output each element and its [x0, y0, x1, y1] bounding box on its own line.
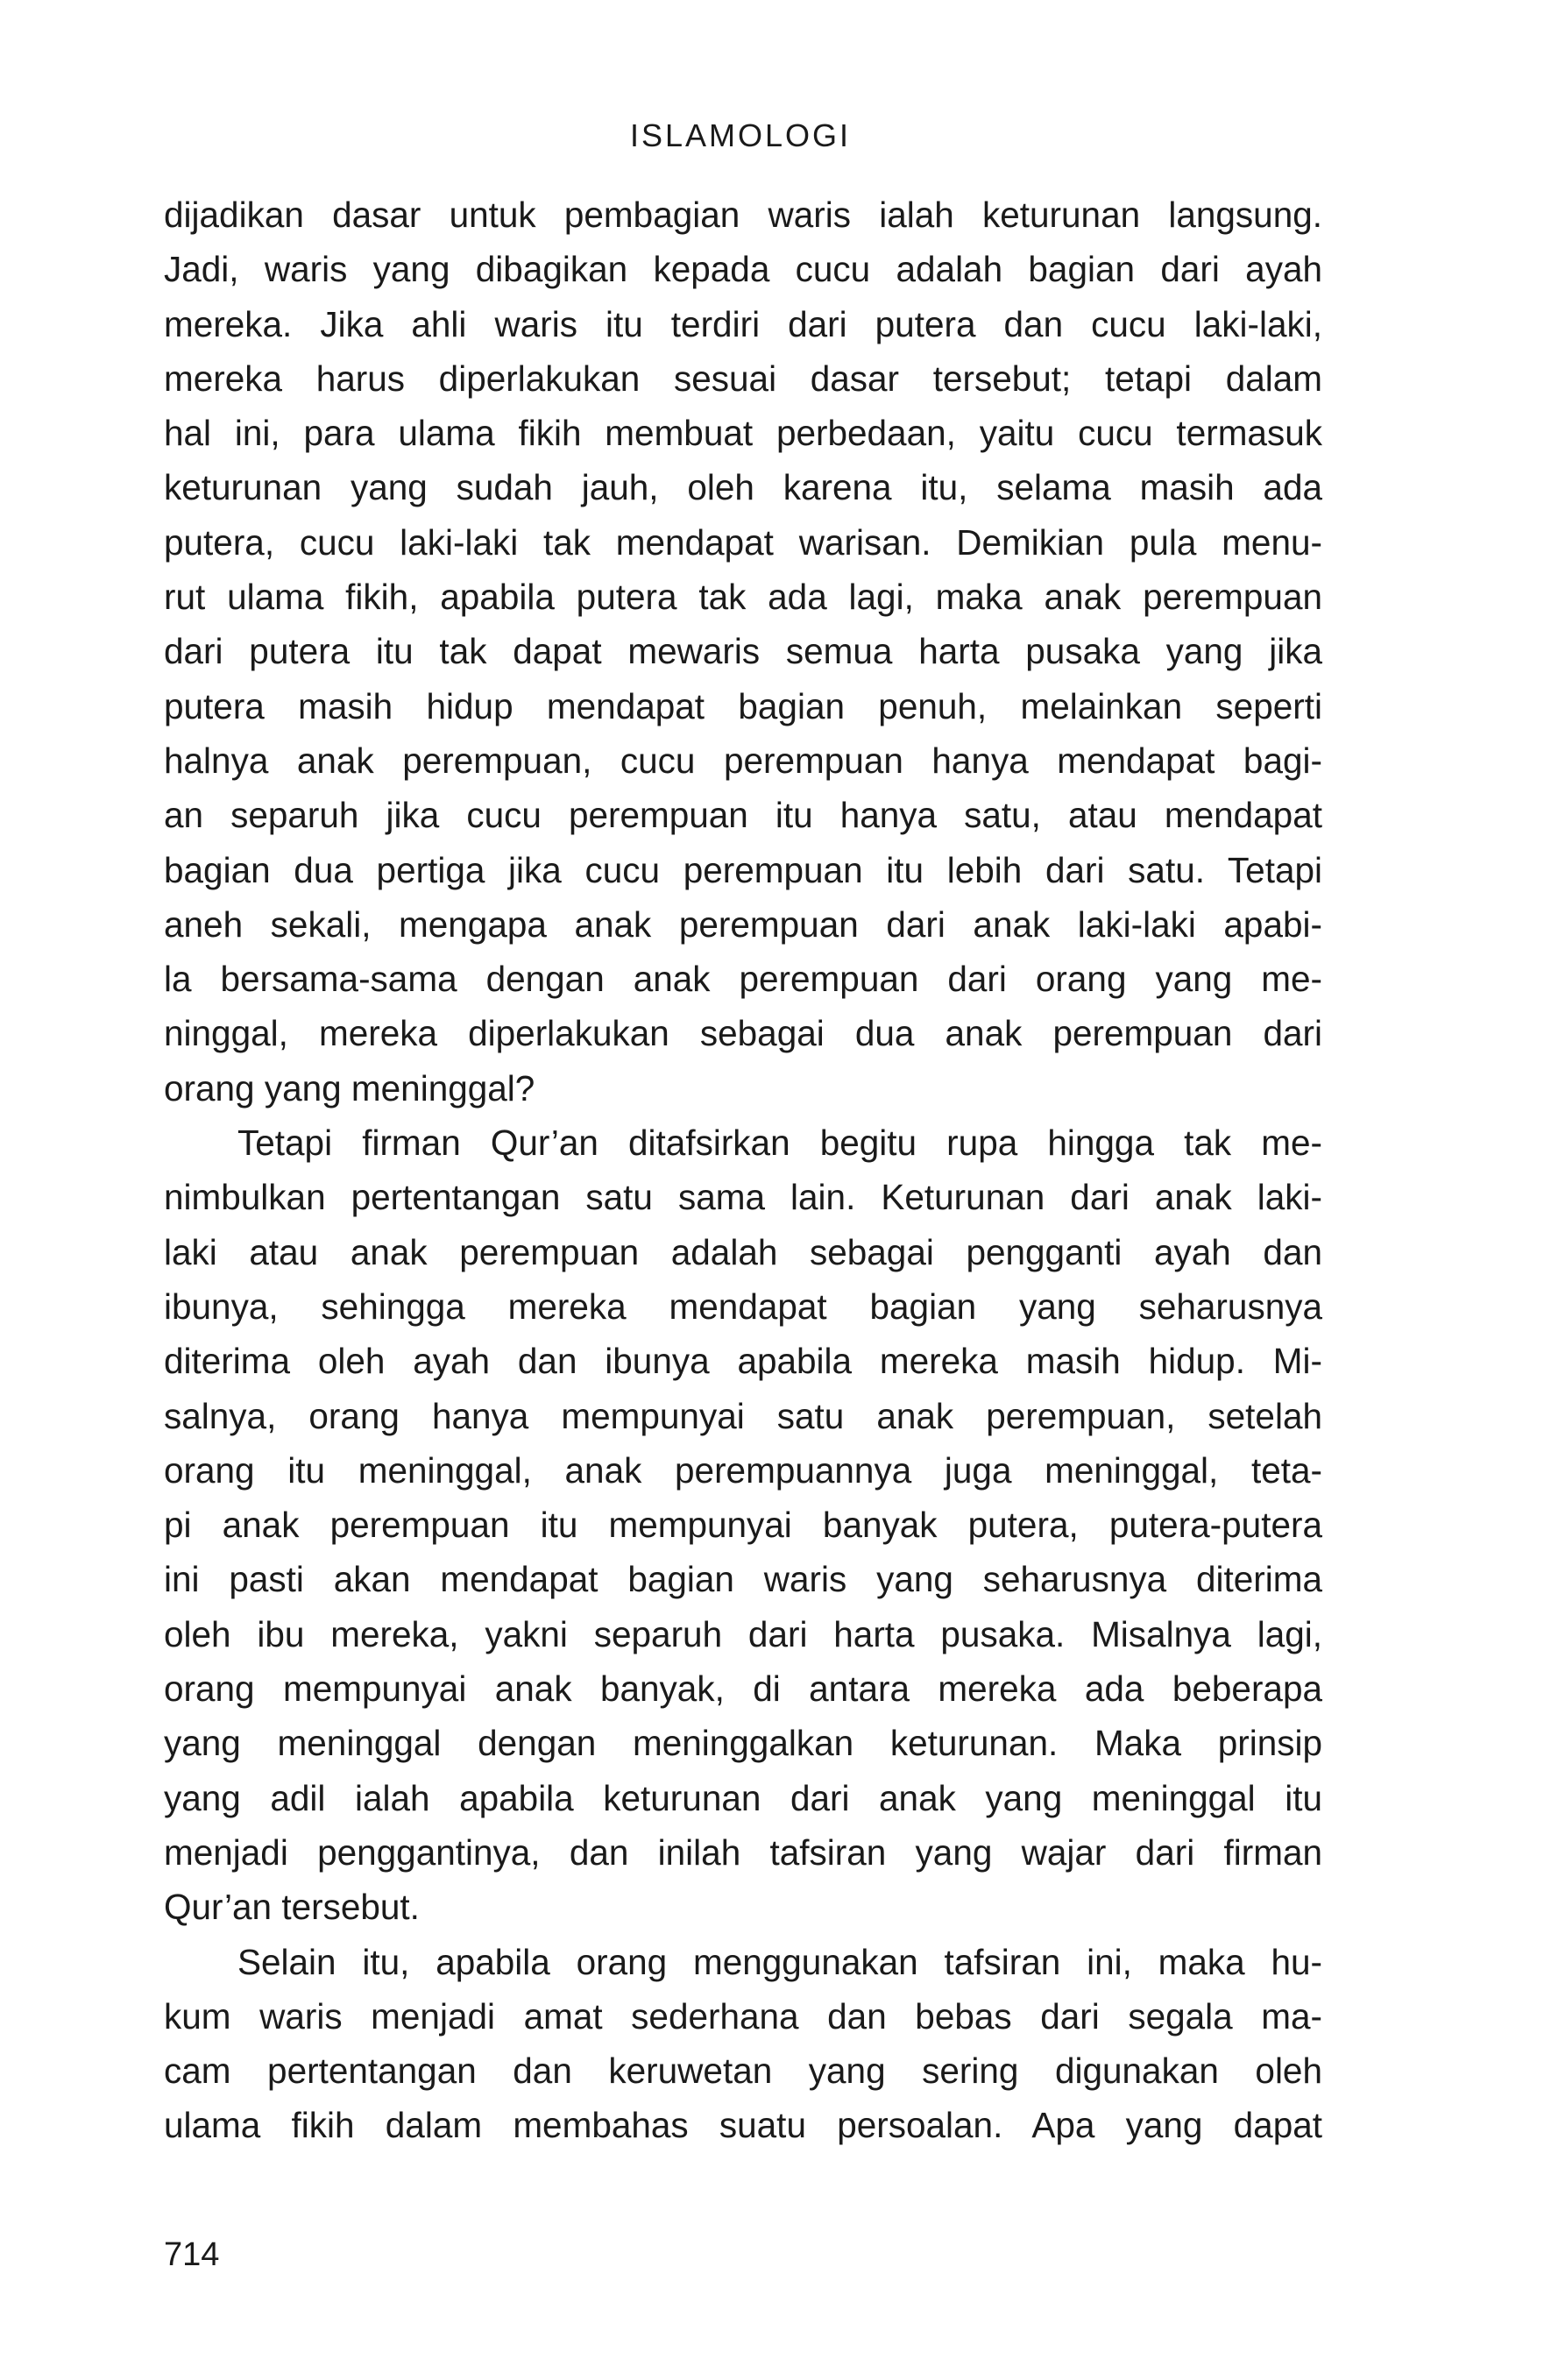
- paragraph: [164, 188, 1322, 1116]
- running-head: ISLAMOLOGI: [629, 117, 852, 153]
- paragraph: [164, 1935, 1322, 2153]
- text-line: keturunan yang sudah jauh, oleh karena itu, selama masih ada: [164, 467, 1322, 508]
- text-line: yang meninggal dengan meninggalkan keturunan. Maka prinsip: [164, 1723, 1322, 1764]
- text-line: ibunya, sehingga mereka mendapat bagian yang seharusnya: [164, 1286, 1322, 1327]
- text-line: oleh ibu mereka, yakni separuh dari harta pusaka. Misalnya lagi,: [164, 1613, 1322, 1654]
- text-line: halnya anak perempuan, cucu perempuan hanya mendapat bagi-: [164, 740, 1322, 781]
- text-line: pi anak perempuan itu mempunyai banyak putera, putera-putera: [164, 1505, 1322, 1546]
- text-line: salnya, orang hanya mempunyai satu anak perempuan, setelah: [164, 1395, 1322, 1436]
- text-line: Selain itu, apabila orang menggunakan tafsiran ini, maka hu-: [237, 1941, 1322, 1982]
- text-line: hal ini, para ulama fikih membuat perbedaan, yaitu cucu termasuk: [164, 413, 1322, 454]
- text-line: ini pasti akan mendapat bagian waris yang seharusnya diterima: [164, 1559, 1322, 1600]
- text-line: aneh sekali, mengapa anak perempuan dari anak laki-laki apabi-: [164, 903, 1322, 945]
- paragraph: [164, 1116, 1322, 1934]
- text-line: rut ulama fikih, apabila putera tak ada lagi, maka anak perempuan: [164, 577, 1322, 618]
- text-line: kum waris menjadi amat sederhana dan bebas dari segala ma-: [164, 1995, 1322, 2036]
- text-line: ulama fikih dalam membahas suatu persoalan. Apa yang dapat: [164, 2105, 1322, 2146]
- text-line: la bersama-sama dengan anak perempuan dari orang yang me-: [164, 959, 1322, 1000]
- text-line: orang yang meninggal?: [164, 1067, 535, 1109]
- text-line: diterima oleh ayah dan ibunya apabila mereka masih hidup. Mi-: [164, 1341, 1322, 1382]
- text-line: mereka harus diperlakukan sesuai dasar tersebut; tetapi dalam: [164, 358, 1322, 399]
- text-line: nimbulkan pertentangan satu sama lain. Keturunan dari anak laki-: [164, 1177, 1322, 1218]
- text-line: Jadi, waris yang dibagikan kepada cucu adalah bagian dari ayah: [164, 249, 1322, 290]
- text-line: putera masih hidup mendapat bagian penuh, melainkan seperti: [164, 685, 1322, 726]
- text-line: ninggal, mereka diperlakukan sebagai dua anak perempuan dari: [164, 1013, 1322, 1054]
- text-line: an separuh jika cucu perempuan itu hanya satu, atau mendapat: [164, 795, 1322, 836]
- text-line: orang itu meninggal, anak perempuannya juga meninggal, teta-: [164, 1449, 1322, 1491]
- text-line: yang adil ialah apabila keturunan dari anak yang meninggal itu: [164, 1777, 1322, 1818]
- text-line: dari putera itu tak dapat mewaris semua harta pusaka yang jika: [164, 631, 1322, 672]
- text-line: cam pertentangan dan keruwetan yang sering digunakan oleh: [164, 2051, 1322, 2092]
- text-line: laki atau anak perempuan adalah sebagai pengganti ayah dan: [164, 1231, 1322, 1272]
- text-line: mereka. Jika ahli waris itu terdiri dari putera dan cucu laki-laki,: [164, 303, 1322, 344]
- text-line: dijadikan dasar untuk pembagian waris ialah keturunan langsung.: [164, 195, 1322, 235]
- text-line: putera, cucu laki-laki tak mendapat warisan. Demikian pula menu-: [164, 521, 1322, 563]
- body-text: [164, 188, 1322, 2153]
- text-line: bagian dua pertiga jika cucu perempuan itu lebih dari satu. Tetapi: [164, 849, 1322, 890]
- page-number: 714: [164, 2236, 220, 2273]
- text-line: Qur’an tersebut.: [164, 1887, 420, 1928]
- text-line: orang mempunyai anak banyak, di antara mereka ada beberapa: [164, 1668, 1322, 1710]
- text-line: Tetapi firman Qur’an ditafsirkan begitu rupa hingga tak me-: [237, 1123, 1322, 1164]
- text-line: menjadi penggantinya, dan inilah tafsiran yang wajar dari firman: [164, 1831, 1322, 1873]
